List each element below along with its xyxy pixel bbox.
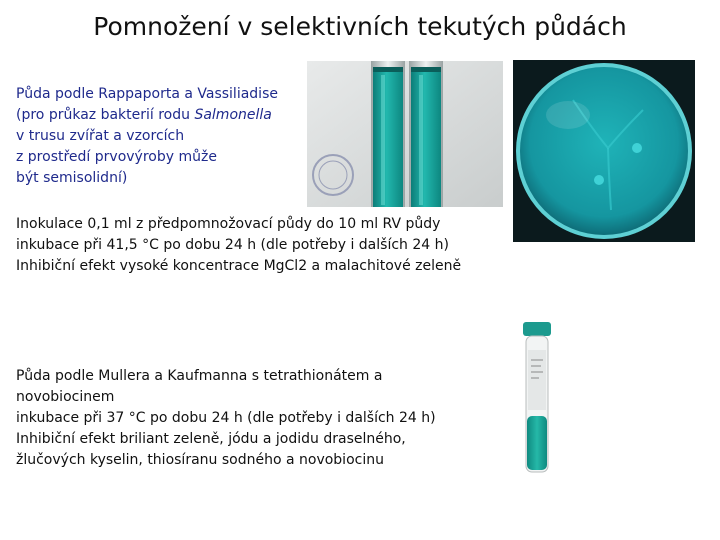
page-title: Pomnožení v selektivních tekutých půdách <box>93 12 627 41</box>
rv-line-3: v trusu zvířat a vzorcích <box>16 128 185 144</box>
rv-line-2: (pro průkaz bakterií rodu Salmonella <box>16 107 272 123</box>
rv-line-1: Půda podle Rappaporta a Vassiliadise <box>16 86 278 102</box>
rv-line-5: být semisolidní) <box>16 170 128 186</box>
mkttn-inhibition-line-1: Inhibiční efekt briliant zeleně, jódu a jodidu draselného, <box>16 431 406 447</box>
agar-plate-photo <box>513 60 695 242</box>
rv-inhibition-line: Inhibiční efekt vysoké koncentrace MgCl2 a malachitové zeleně <box>16 258 462 274</box>
rv-line-4: z prostředí prvovýroby může <box>16 149 217 165</box>
rv-procedure <box>16 214 516 277</box>
mkttn-line-1: Půda podle Mullera a Kaufmanna s tetrathionátem a <box>16 368 383 384</box>
rv-medium-description <box>16 84 306 189</box>
mkttn-inhibition-line-2: žlučových kyselin, thiosíranu sodného a novobiocinu <box>16 452 384 468</box>
mkttn-tube-photo <box>512 320 562 476</box>
genus-name: Salmonella <box>194 107 272 123</box>
rv-inoculation-line: Inokulace 0,1 ml z předpomnožovací půdy do 10 ml RV půdy <box>16 216 441 232</box>
rv-incubation-line: inkubace při 41,5 °C po dobu 24 h (dle potřeby i dalších 24 h) <box>16 237 449 253</box>
mkttn-description <box>16 366 516 471</box>
rv-test-tubes-photo <box>307 61 503 207</box>
mkttn-line-2: novobiocinem <box>16 389 115 405</box>
mkttn-incubation-line: inkubace při 37 °C po dobu 24 h (dle potřeby i dalších 24 h) <box>16 410 436 426</box>
